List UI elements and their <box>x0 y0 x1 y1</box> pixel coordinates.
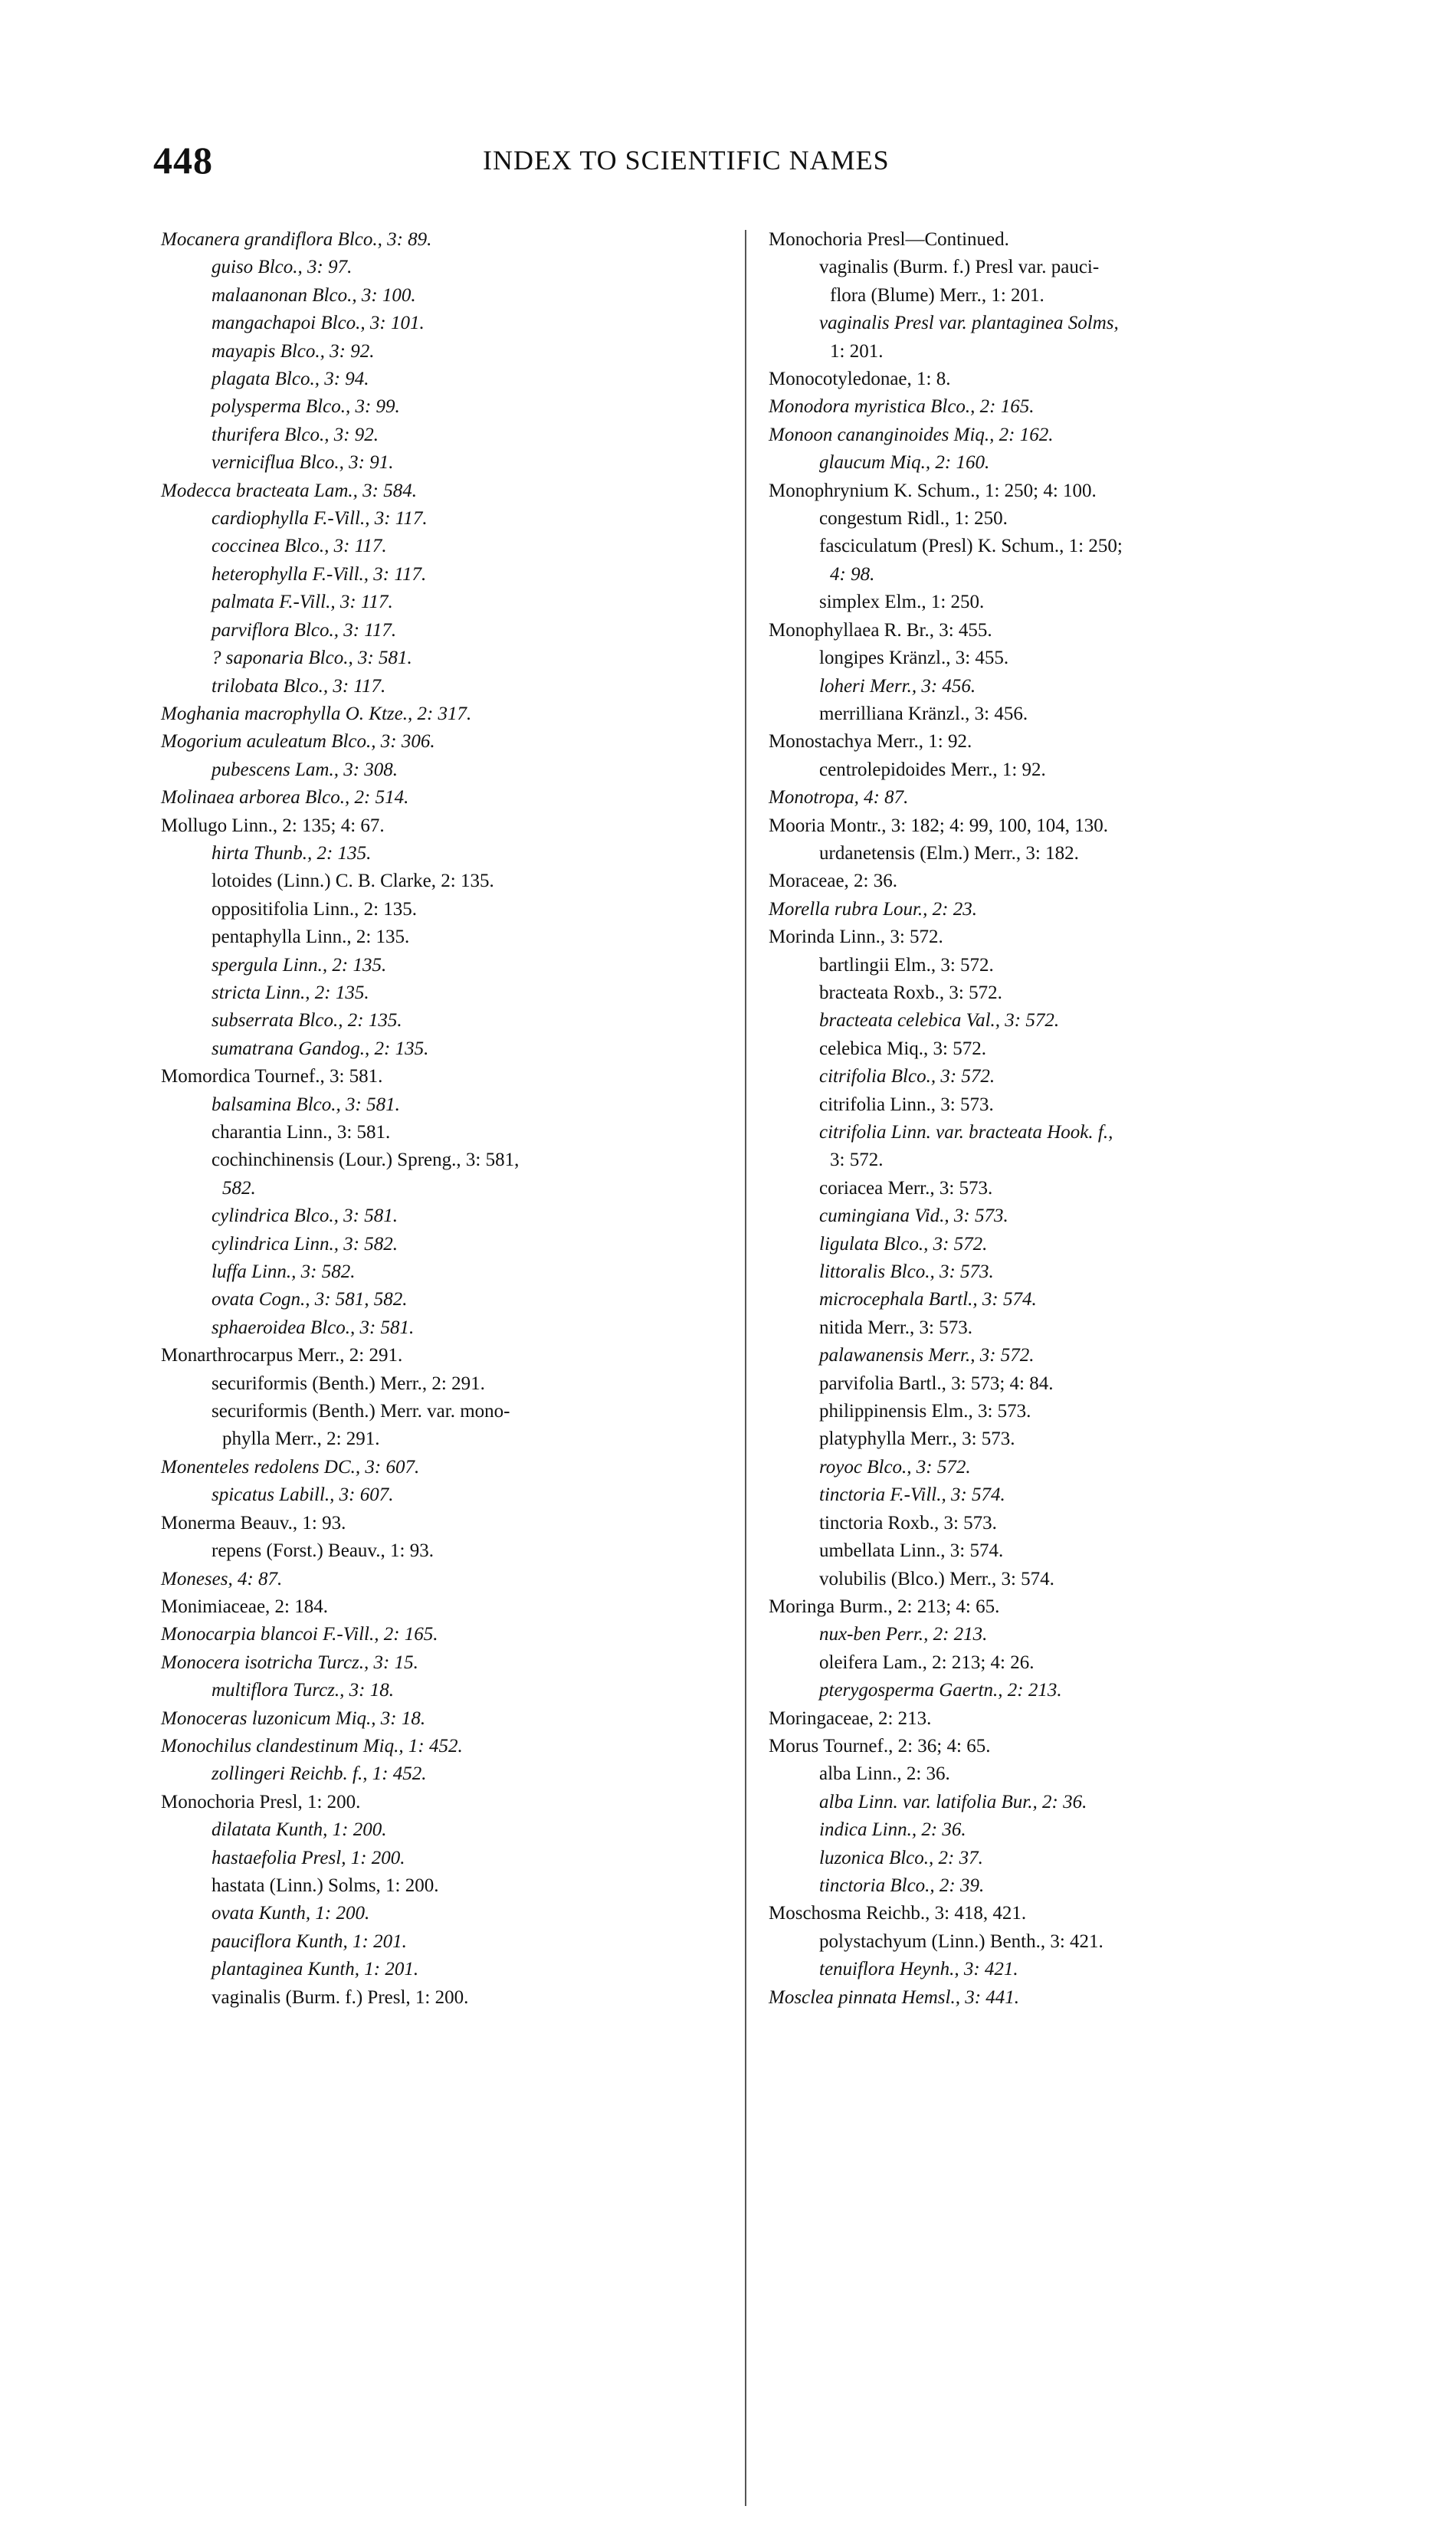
index-subentry: plantaginea Kunth, 1: 201. <box>212 1959 419 1980</box>
index-subentry: multiflora Turcz., 3: 18. <box>212 1680 394 1701</box>
index-subentry: vaginalis Presl var. plantaginea Solms, <box>819 313 1119 334</box>
index-subentry: vaginalis (Burm. f.) Presl var. pauci- <box>819 257 1100 278</box>
index-subentry: microcephala Bartl., 3: 574. <box>819 1289 1037 1310</box>
index-subentry: polystachyum (Linn.) Benth., 3: 421. <box>819 1930 1103 1952</box>
index-subentry: fasciculatum (Presl) K. Schum., 1: 250; <box>819 536 1123 557</box>
index-subentry: nux-ben Perr., 2: 213. <box>819 1624 988 1645</box>
index-subentry: citrifolia Linn. var. bracteata Hook. f., <box>819 1122 1113 1143</box>
index-subentry: citrifolia Linn., 3: 573. <box>819 1094 994 1115</box>
index-entry-continuation: 582. <box>222 1177 256 1199</box>
index-subentry: tenuiflora Heynh., 3: 421. <box>819 1959 1018 1980</box>
page-title: INDEX TO SCIENTIFIC NAMES <box>483 145 890 175</box>
index-entry-continuation: 4: 98. <box>830 563 875 585</box>
index-entry-continuation: flora (Blume) Merr., 1: 201. <box>830 284 1044 306</box>
index-subentry: congestum Ridl., 1: 250. <box>819 508 1008 530</box>
index-subentry: glaucum Miq., 2: 160. <box>819 452 990 474</box>
index-subentry: polysperma Blco., 3: 99. <box>212 396 400 418</box>
index-subentry: philippinensis Elm., 3: 573. <box>819 1401 1031 1422</box>
index-subentry: oleifera Lam., 2: 213; 4: 26. <box>819 1652 1035 1673</box>
index-entry: Momordica Tournef., 3: 581. <box>161 1066 383 1087</box>
index-subentry: cochinchinensis (Lour.) Spreng., 3: 581, <box>212 1150 520 1171</box>
left-column <box>161 226 743 2012</box>
index-subentry: cylindrica Blco., 3: 581. <box>212 1205 398 1227</box>
index-subentry: pentaphylla Linn., 2: 135. <box>212 927 410 948</box>
index-subentry: plagata Blco., 3: 94. <box>212 369 369 390</box>
index-entry-continuation: phylla Merr., 2: 291. <box>222 1429 380 1450</box>
index-subentry: guiso Blco., 3: 97. <box>212 257 353 278</box>
index-subentry: littoralis Blco., 3: 573. <box>819 1261 994 1283</box>
index-entry: Mosclea pinnata Hemsl., 3: 441. <box>769 1986 1020 2008</box>
index-entry: Mocanera grandiflora Blco., 3: 89. <box>161 229 432 250</box>
index-subentry: ovata Kunth, 1: 200. <box>212 1903 370 1924</box>
index-subentry: verniciflua Blco., 3: 91. <box>212 452 394 474</box>
index-subentry: palmata F.-Vill., 3: 117. <box>212 592 393 613</box>
index-subentry: urdanetensis (Elm.) Merr., 3: 182. <box>819 842 1079 864</box>
index-entry: Mooria Montr., 3: 182; 4: 99, 100, 104, 130. <box>769 815 1109 836</box>
index-subentry: ? saponaria Blco., 3: 581. <box>212 648 412 669</box>
index-subentry: centrolepidoides Merr., 1: 92. <box>819 759 1046 780</box>
index-entry: Monimiaceae, 2: 184. <box>161 1596 328 1617</box>
index-subentry: pterygosperma Gaertn., 2: 213. <box>819 1680 1062 1701</box>
index-subentry: indica Linn., 2: 36. <box>819 1819 966 1841</box>
index-subentry: celebica Miq., 3: 572. <box>819 1038 986 1059</box>
index-subentry: alba Linn. var. latifolia Bur., 2: 36. <box>819 1791 1087 1812</box>
index-subentry: luzonica Blco., 2: 37. <box>819 1847 983 1868</box>
index-subentry: hirta Thunb., 2: 135. <box>212 842 372 864</box>
index-subentry: lotoides (Linn.) C. B. Clarke, 2: 135. <box>212 871 494 892</box>
index-subentry: simplex Elm., 1: 250. <box>819 592 985 613</box>
index-entry: Molinaea arborea Blco., 2: 514. <box>161 787 409 809</box>
index-subentry: heterophylla F.-Vill., 3: 117. <box>212 563 427 585</box>
index-entry: Modecca bracteata Lam., 3: 584. <box>161 480 417 501</box>
index-subentry: tinctoria Roxb., 3: 573. <box>819 1512 997 1533</box>
index-subentry: oppositifolia Linn., 2: 135. <box>212 898 418 920</box>
index-entry: Monophyllaea R. Br., 3: 455. <box>769 619 992 641</box>
index-subentry: zollingeri Reichb. f., 1: 452. <box>212 1763 427 1785</box>
index-subentry: umbellata Linn., 3: 574. <box>819 1540 1004 1562</box>
page-header <box>153 138 1012 184</box>
index-subentry: tinctoria Blco., 2: 39. <box>819 1875 985 1896</box>
index-entry: Monodora myristica Blco., 2: 165. <box>769 396 1035 418</box>
index-entry: Morinda Linn., 3: 572. <box>769 927 943 948</box>
index-subentry: cumingiana Vid., 3: 573. <box>819 1205 1008 1227</box>
index-subentry: hastaefolia Presl, 1: 200. <box>212 1847 405 1868</box>
index-entry: Monophrynium K. Schum., 1: 250; 4: 100. <box>769 480 1097 501</box>
index-subentry: mangachapoi Blco., 3: 101. <box>212 313 425 334</box>
index-entry: Monochilus clandestinum Miq., 1: 452. <box>161 1735 463 1757</box>
index-subentry: royoc Blco., 3: 572. <box>819 1456 971 1478</box>
right-column <box>769 226 1351 2012</box>
index-entry: Monocera isotricha Turcz., 3: 15. <box>161 1652 418 1673</box>
index-entry-continuation: 1: 201. <box>830 340 884 362</box>
index-entry: Monarthrocarpus Merr., 2: 291. <box>161 1345 403 1366</box>
index-subentry: spicatus Labill., 3: 607. <box>212 1484 394 1506</box>
index-subentry: securiformis (Benth.) Merr., 2: 291. <box>212 1373 485 1394</box>
index-subentry: bracteata celebica Val., 3: 572. <box>819 1010 1060 1032</box>
index-subentry: balsamina Blco., 3: 581. <box>212 1094 400 1115</box>
index-entry-continuation: 3: 572. <box>830 1150 884 1171</box>
index-subentry: tinctoria F.-Vill., 3: 574. <box>819 1484 1005 1506</box>
index-subentry: volubilis (Blco.) Merr., 3: 574. <box>819 1568 1054 1589</box>
index-entry: Moringa Burm., 2: 213; 4: 65. <box>769 1596 1000 1617</box>
index-entry: Monotropa, 4: 87. <box>769 787 909 809</box>
page-number: 448 <box>153 139 213 182</box>
index-subentry: pubescens Lam., 3: 308. <box>212 759 398 780</box>
index-entry: Monochoria Presl—Continued. <box>769 229 1009 250</box>
index-subentry: parvifolia Bartl., 3: 573; 4: 84. <box>819 1373 1054 1394</box>
index-entry: Moringaceae, 2: 213. <box>769 1707 932 1729</box>
index-subentry: ovata Cogn., 3: 581, 582. <box>212 1289 408 1310</box>
index-subentry: pauciflora Kunth, 1: 201. <box>212 1930 407 1952</box>
index-subentry: platyphylla Merr., 3: 573. <box>819 1429 1015 1450</box>
index-entry: Monostachya Merr., 1: 92. <box>769 731 972 753</box>
index-subentry: merrilliana Kränzl., 3: 456. <box>819 703 1028 724</box>
index-subentry: mayapis Blco., 3: 92. <box>212 340 375 362</box>
index-subentry: sphaeroidea Blco., 3: 581. <box>212 1317 415 1338</box>
index-subentry: securiformis (Benth.) Merr. var. mono- <box>212 1401 510 1422</box>
index-subentry: dilatata Kunth, 1: 200. <box>212 1819 387 1841</box>
index-subentry: malaanonan Blco., 3: 100. <box>212 284 416 306</box>
index-subentry: subserrata Blco., 2: 135. <box>212 1010 402 1032</box>
index-subentry: ligulata Blco., 3: 572. <box>819 1233 988 1255</box>
index-entry: Monoon cananginoides Miq., 2: 162. <box>769 424 1054 445</box>
index-subentry: citrifolia Blco., 3: 572. <box>819 1066 995 1087</box>
index-subentry: luffa Linn., 3: 582. <box>212 1261 356 1283</box>
index-subentry: coriacea Merr., 3: 573. <box>819 1177 993 1199</box>
index-entry: Monochoria Presl, 1: 200. <box>161 1791 361 1812</box>
index-subentry: vaginalis (Burm. f.) Presl, 1: 200. <box>212 1986 469 2008</box>
index-entry: Monocotyledonae, 1: 8. <box>769 369 951 390</box>
index-entry: Moschosma Reichb., 3: 418, 421. <box>769 1903 1027 1924</box>
index-subentry: cylindrica Linn., 3: 582. <box>212 1233 398 1255</box>
index-subentry: loheri Merr., 3: 456. <box>819 675 976 697</box>
index-entry: Moneses, 4: 87. <box>161 1568 283 1589</box>
index-entry: Monocarpia blancoi F.-Vill., 2: 165. <box>161 1624 438 1645</box>
index-subentry: cardiophylla F.-Vill., 3: 117. <box>212 508 428 530</box>
index-subentry: repens (Forst.) Beauv., 1: 93. <box>212 1540 434 1562</box>
index-entry: Morella rubra Lour., 2: 23. <box>769 898 978 920</box>
index-subentry: thurifera Blco., 3: 92. <box>212 424 379 445</box>
column-divider <box>745 230 746 2506</box>
index-entry: Monerma Beauv., 1: 93. <box>161 1512 346 1533</box>
index-entry: Morus Tournef., 2: 36; 4: 65. <box>769 1735 991 1757</box>
index-entry: Mogorium aculeatum Blco., 3: 306. <box>161 731 435 753</box>
index-subentry: sumatrana Gandog., 2: 135. <box>212 1038 429 1059</box>
index-subentry: palawanensis Merr., 3: 572. <box>819 1345 1035 1366</box>
index-subentry: spergula Linn., 2: 135. <box>212 954 387 976</box>
index-entry: Moghania macrophylla O. Ktze., 2: 317. <box>161 703 472 724</box>
index-subentry: bartlingii Elm., 3: 572. <box>819 954 994 976</box>
index-subentry: nitida Merr., 3: 573. <box>819 1317 972 1338</box>
index-subentry: hastata (Linn.) Solms, 1: 200. <box>212 1875 439 1896</box>
index-subentry: parviflora Blco., 3: 117. <box>212 619 397 641</box>
index-subentry: bracteata Roxb., 3: 572. <box>819 982 1002 1003</box>
index-entry: Monenteles redolens DC., 3: 607. <box>161 1456 420 1478</box>
index-entry: Monoceras luzonicum Miq., 3: 18. <box>161 1707 426 1729</box>
index-subentry: trilobata Blco., 3: 117. <box>212 675 386 697</box>
index-subentry: longipes Kränzl., 3: 455. <box>819 648 1009 669</box>
index-subentry: alba Linn., 2: 36. <box>819 1763 950 1785</box>
index-subentry: coccinea Blco., 3: 117. <box>212 536 387 557</box>
index-subentry: stricta Linn., 2: 135. <box>212 982 369 1003</box>
index-subentry: charantia Linn., 3: 581. <box>212 1122 391 1143</box>
index-entry: Mollugo Linn., 2: 135; 4: 67. <box>161 815 385 836</box>
index-entry: Moraceae, 2: 36. <box>769 871 897 892</box>
